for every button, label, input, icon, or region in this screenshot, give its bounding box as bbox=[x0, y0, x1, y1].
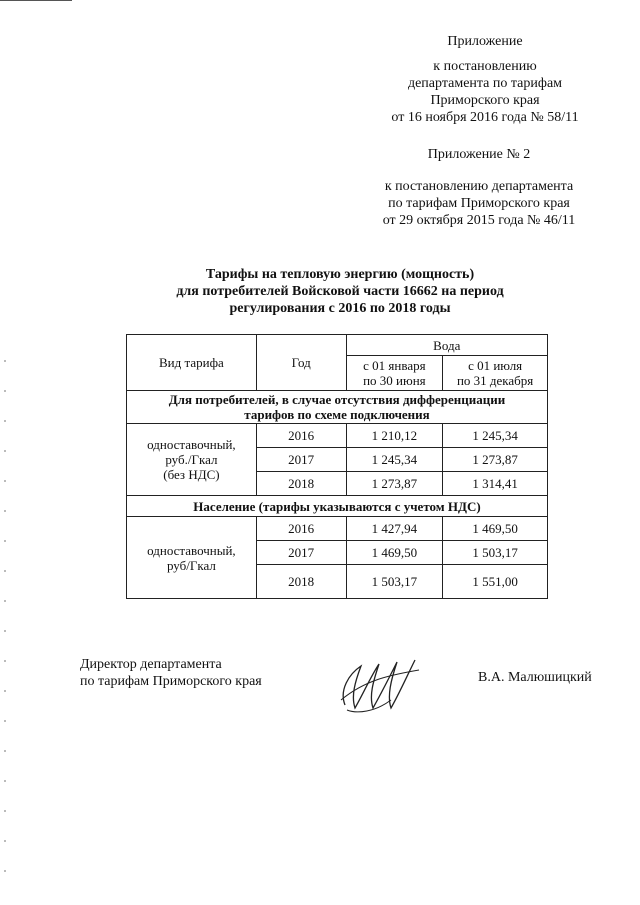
value-cell: 1 551,00 bbox=[443, 565, 548, 599]
appendix-1-line: к постановлению bbox=[433, 59, 537, 74]
year-cell: 2016 bbox=[256, 424, 346, 448]
year-cell: 2016 bbox=[256, 517, 346, 541]
value-cell: 1 273,87 bbox=[443, 448, 548, 472]
section-row bbox=[127, 496, 548, 517]
appendix-2-line: к постановлению департамента bbox=[384, 179, 574, 194]
value-cell: 1 273,87 bbox=[346, 472, 443, 496]
year-cell: 2017 bbox=[256, 448, 346, 472]
appendix-1-line: департамента по тарифам bbox=[407, 76, 563, 91]
section-1-title-line: Для потребителей, в случае отсутствия дифференциации bbox=[168, 392, 506, 407]
section-2-title: Население (тарифы указываются с учетом НДС) bbox=[127, 496, 548, 517]
value-cell: 1 245,34 bbox=[443, 424, 548, 448]
value-cell: 1 469,50 bbox=[443, 517, 548, 541]
header-year: Год bbox=[256, 335, 346, 391]
header-period-1 bbox=[346, 356, 443, 391]
position-line: по тарифам Приморского края bbox=[80, 674, 262, 689]
period-1-line: по 30 июня bbox=[363, 373, 426, 388]
appendix-2-line: от 29 октября 2015 года № 46/11 bbox=[382, 213, 576, 228]
tariff-table bbox=[126, 334, 548, 599]
value-cell: 1 503,17 bbox=[346, 565, 443, 599]
tariff-type-line: одноставочный, bbox=[147, 437, 236, 452]
title-line: регулирования с 2016 по 2018 годы bbox=[229, 301, 451, 316]
value-cell: 1 210,12 bbox=[346, 424, 443, 448]
value-cell: 1 427,94 bbox=[346, 517, 443, 541]
value-cell: 1 503,17 bbox=[443, 541, 548, 565]
appendix-header-2 bbox=[355, 146, 603, 229]
value-cell: 1 469,50 bbox=[346, 541, 443, 565]
title-line: для потребителей Войсковой части 16662 на период bbox=[176, 284, 504, 299]
position-line: Директор департамента bbox=[80, 657, 222, 672]
appendix-1-line: Приложение bbox=[447, 34, 523, 49]
table-row bbox=[127, 517, 548, 541]
title-line: Тарифы на тепловую энергию (мощность) bbox=[205, 267, 475, 282]
signatory-name: В.А. Малюшицкий bbox=[478, 670, 592, 685]
period-2-line: с 01 июля bbox=[468, 358, 523, 373]
tariff-type-line: руб./Гкал bbox=[165, 452, 218, 467]
appendix-header-1 bbox=[375, 33, 595, 126]
value-cell: 1 245,34 bbox=[346, 448, 443, 472]
appendix-1-line: Приморского края bbox=[430, 93, 540, 108]
handwritten-signature bbox=[335, 650, 425, 720]
section-row bbox=[127, 391, 548, 424]
table-row bbox=[127, 424, 548, 448]
section-2-tariff-type bbox=[127, 517, 257, 599]
value-cell: 1 314,41 bbox=[443, 472, 548, 496]
tariff-type-line: (без НДС) bbox=[163, 467, 220, 482]
header-period-2 bbox=[443, 356, 548, 391]
scan-edge-marks bbox=[4, 360, 6, 880]
appendix-1-line: от 16 ноября 2016 года № 58/11 bbox=[391, 110, 579, 125]
period-1-line: с 01 января bbox=[363, 358, 426, 373]
header-tariff-type: Вид тарифа bbox=[127, 335, 257, 391]
tariff-type-line: одноставочный, bbox=[147, 542, 236, 558]
header-row bbox=[127, 335, 548, 356]
year-cell: 2018 bbox=[256, 565, 346, 599]
header-water: Вода bbox=[346, 335, 547, 356]
year-cell: 2018 bbox=[256, 472, 346, 496]
appendix-2-line: Приложение № 2 bbox=[427, 147, 531, 162]
period-2-line: по 31 декабря bbox=[456, 373, 534, 388]
signatory-position bbox=[80, 656, 262, 690]
tariff-type-line: руб/Гкал bbox=[166, 557, 216, 573]
top-rule bbox=[0, 0, 72, 1]
document-title bbox=[120, 266, 560, 317]
section-1-tariff-type bbox=[127, 424, 257, 496]
appendix-2-line: по тарифам Приморского края bbox=[388, 196, 570, 211]
section-1-title-line: тарифов по схеме подключения bbox=[244, 407, 430, 422]
year-cell: 2017 bbox=[256, 541, 346, 565]
section-1-title bbox=[127, 391, 548, 424]
